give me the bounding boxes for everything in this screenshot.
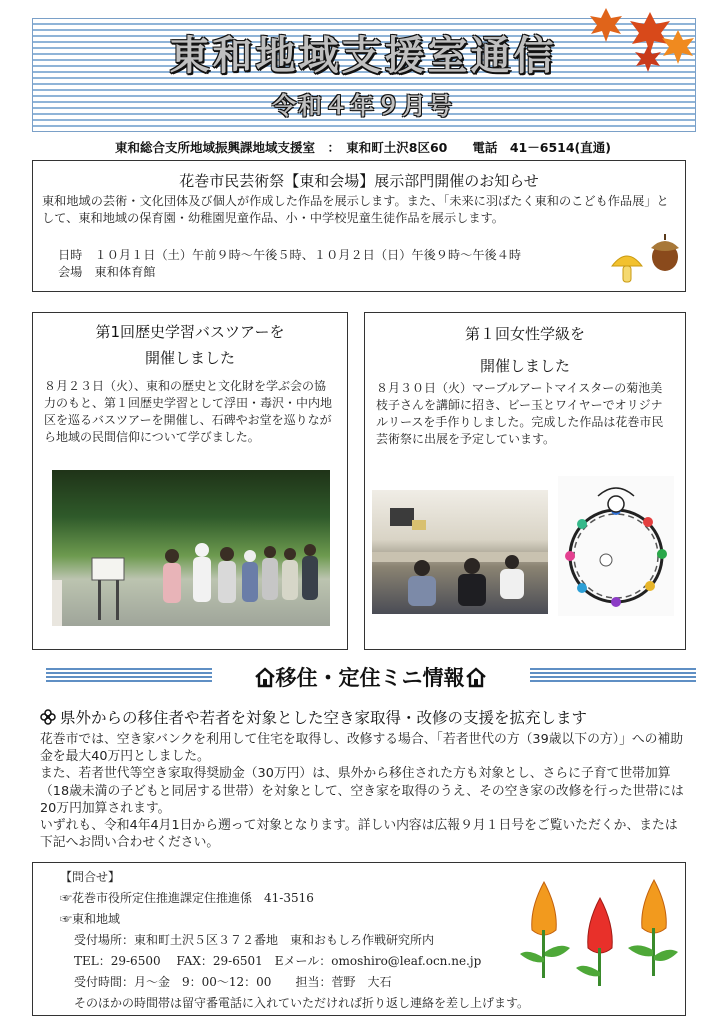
women-class-title-line1: 第１回女性学級を — [464, 325, 585, 343]
bus-tour-title-line2: 開催しました — [144, 349, 235, 367]
festival-description: 東和地域の芸術・文化団体及び個人が作成した作品を展示します。また、「未来に羽ばたく東和のこども作品展」として、東和地域の保育園・幼稚園児童作品、小・中学校児童生徒作品を展示します。 — [42, 194, 669, 225]
cockscomb-flowers-decoration — [508, 868, 684, 988]
women-class-title-line2: 開催しました — [479, 357, 570, 375]
acorn-icon — [648, 232, 682, 272]
migration-section-title — [212, 662, 528, 693]
contact-city-office: ☞花巻市役所定住推進課定住推進係 41-3516 — [60, 891, 314, 905]
maple-leaves-decoration — [588, 6, 698, 86]
contact-hours: 受付時間：月～金 9：00～12：00 担当：菅野 大石 — [74, 975, 392, 989]
office-address-line: 東和総合支所地域振興課地域支援室 ： 東和町土沢8区60 電話 41－6514(直通) — [115, 140, 611, 155]
festival-title: 花巻市民芸術祭【東和会場】展示部門開催のお知らせ — [179, 172, 539, 190]
issue-label: 令和４年９月号 — [272, 92, 454, 120]
flower-icon — [40, 709, 56, 729]
bus-tour-title-line1: 第1回歴史学習バスツアーを — [95, 323, 285, 341]
support-description: 花巻市では、空き家バンクを利用して住宅を取得し、改修する場合、「若者世代の方（39歳以下の方）」への補助金を最大40万円としました。 また、若者世代等空き家取得奨励金（30万円）は、県外から移住された方も対象とし、さらに子育て世帯加算（18歳未満の子どもと同居する世帯）を対象として、空き家を取得のうえ、その空き家の改修を行った世帯には20万円加算されます。 いずれも、令和4年4月1日から遡って対象となります。詳しい内容は広報９月１日号をご覧いただくか、または下記へお問い合わせください。 — [40, 732, 684, 851]
festival-date: 日時 １０月１日（土）午前９時～午後５時、１０月２日（日）午後９時～午後４時 — [58, 248, 522, 262]
support-heading-text: 県外からの移住者や若者を対象とした空き家取得・改修の支援を拡充します — [60, 709, 588, 727]
contact-label: 【問合せ】 — [60, 870, 121, 884]
migration-title-text: 移住・定住ミニ情報 — [275, 666, 465, 690]
divider-stripes-left — [46, 668, 212, 682]
house-icon — [254, 666, 276, 693]
bus-tour-description: ８月２３日（火）、東和の歴史と文化財を学ぶ会の協力のもと、第１回歴史学習として浮田・毒沢・中内地区を巡るバスツアーを開催し、石碑やお堂を巡りながら地域の民間信仰について学びました。 — [44, 379, 333, 444]
contact-location: 受付場所：東和町土沢５区３７２番地 東和おもしろ作戦研究所内 — [74, 933, 435, 947]
divider-stripes-right — [530, 668, 696, 682]
contact-towa-area: ☞東和地域 — [60, 912, 121, 926]
mushroom-icon — [610, 250, 644, 286]
bus-tour-photo — [52, 470, 330, 626]
women-class-description: ８月３０日（火）マーブルアートマイスターの菊池美枝子さんを講師に招き、ビー玉とワイヤーでオリジナルリースを手作りしました。完成した作品は花巻市民芸術祭に出展を予定しています。 — [376, 381, 664, 446]
support-heading — [40, 706, 690, 729]
newsletter-title: 東和地域支援室通信 — [169, 33, 557, 79]
class-photo — [372, 490, 548, 614]
festival-venue: 会場 東和体育館 — [58, 265, 156, 279]
wreath-photo — [558, 476, 674, 616]
contact-phone-fax-email: TEL：29-6500 FAX：29-6501 Eメール：omoshiro@leaf.ocn.ne.jp — [74, 954, 482, 968]
house-icon — [465, 666, 487, 693]
contact-note: そのほかの時間帯は留守番電話に入れていただければ折り返し連絡を差し上げます。 — [74, 996, 530, 1010]
